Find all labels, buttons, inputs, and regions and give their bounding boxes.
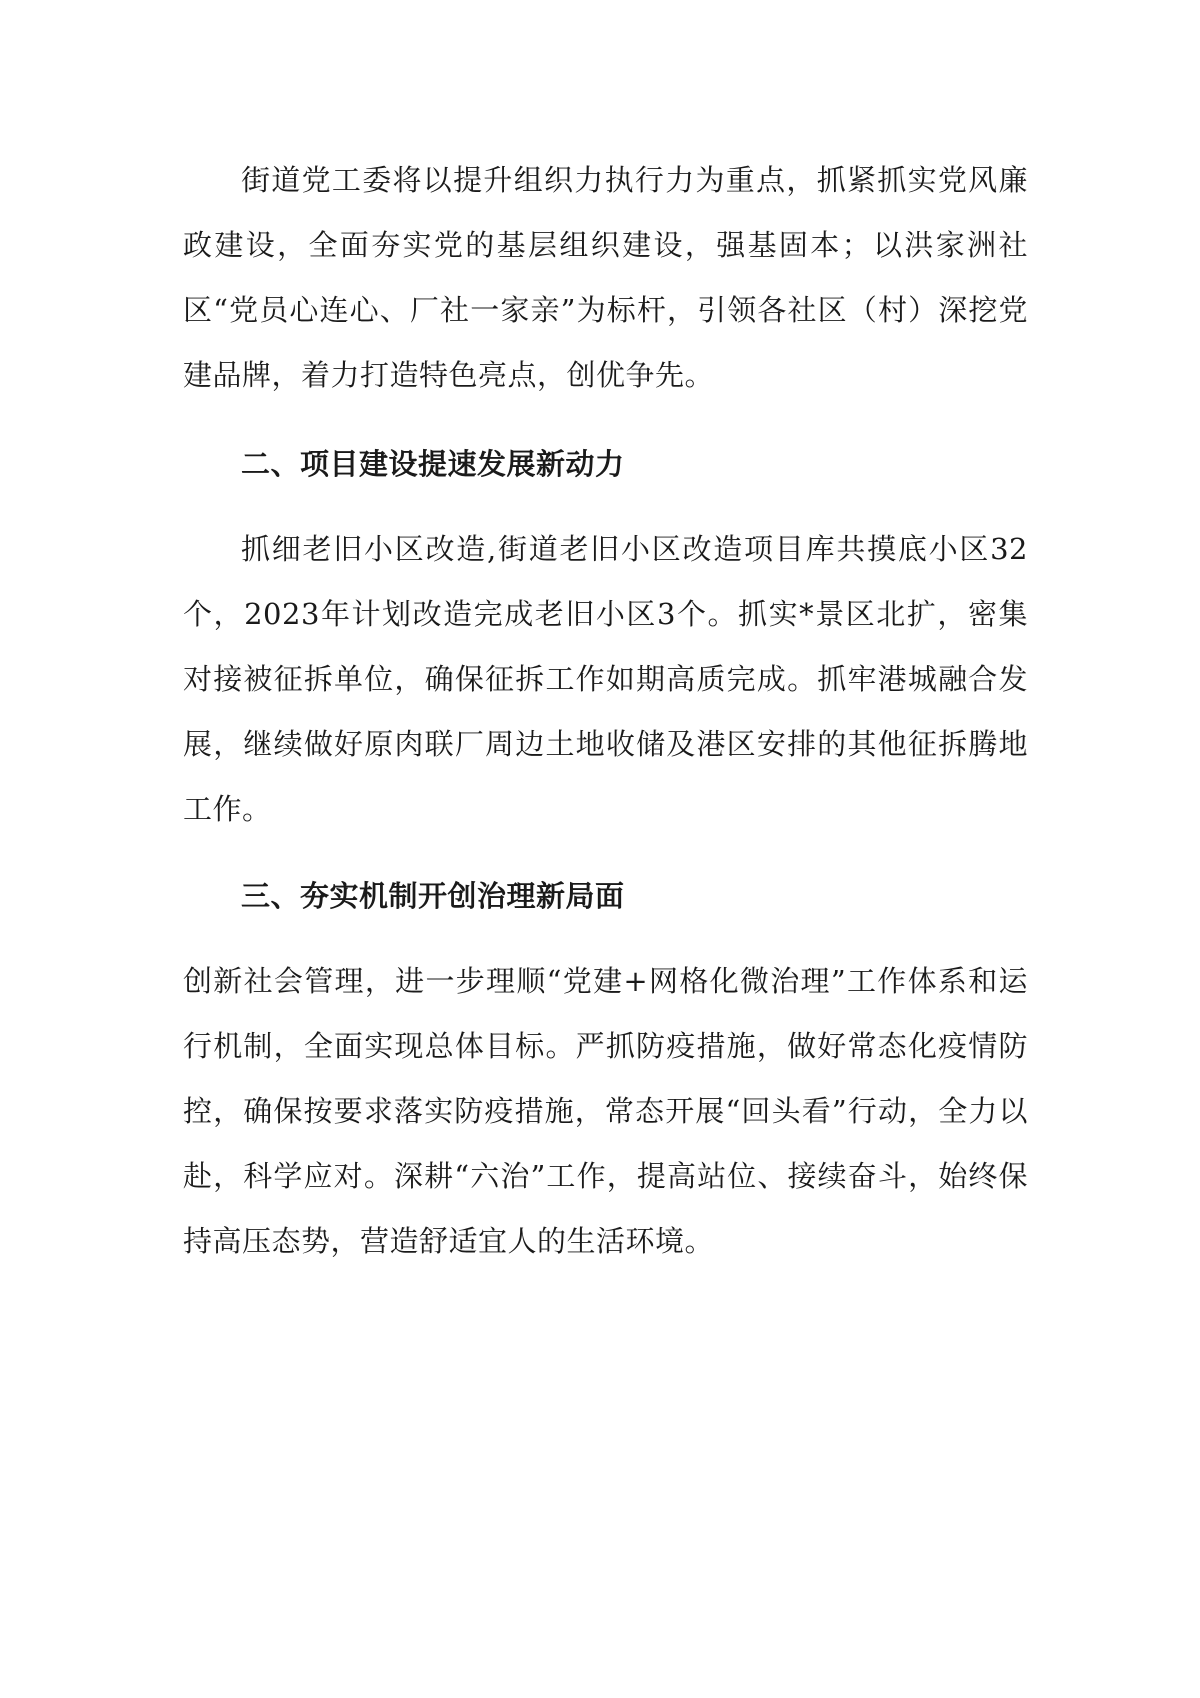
- paragraph-party-building: 街道党工委将以提升组织力执行力为重点，抓紧抓实党风廉政建设，全面夯实党的基层组织建设，强基固本；以洪家洲社区“党员心连心、厂社一家亲”为标杆，引领各社区（村）深挖党建品牌，着力打造特色亮点，创优争先。: [183, 163, 1028, 392]
- paragraph-governance: 创新社会管理，进一步理顺“党建+网格化微治理”工作体系和运行机制，全面实现总体目标。严抓防疫措施，做好常态化疫情防控，确保按要求落实防疫措施，常态开展“回头看”行动，全力以赴，科学应对。深耕“六治”工作，提高站位、接续奋斗，始终保持高压态势，营造舒适宜人的生活环境。: [183, 964, 1028, 1258]
- section-heading-project-construction: 二、项目建设提速发展新动力: [241, 447, 625, 481]
- section-heading-governance: 三、夯实机制开创治理新局面: [241, 879, 625, 913]
- document-body: [183, 148, 1028, 1274]
- paragraph-project-construction: 抓细老旧小区改造,街道老旧小区改造项目库共摸底小区32个，2023年计划改造完成老旧小区3个。抓实*景区北扩，密集对接被征拆单位，确保征拆工作如期高质完成。抓牢港城融合发展，继续做好原肉联厂周边土地收储及港区安排的其他征拆腾地工作。: [183, 532, 1028, 826]
